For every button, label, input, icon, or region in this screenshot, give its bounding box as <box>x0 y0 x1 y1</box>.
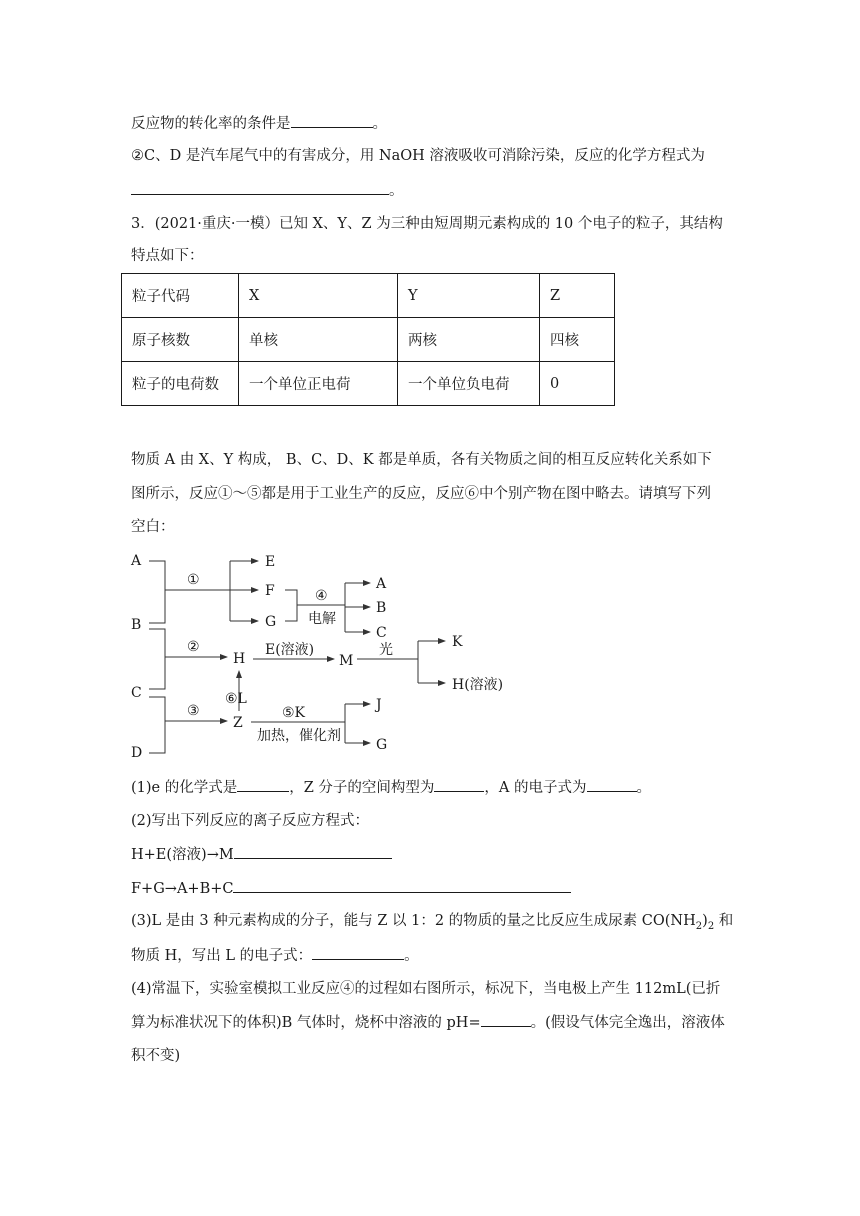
label-Z: Z <box>233 715 243 731</box>
label-r1: ① <box>187 572 200 588</box>
label-electrolysis: 电解 <box>308 611 336 627</box>
table-cell: 原子核数 <box>122 318 239 362</box>
label-r2: ② <box>187 639 200 655</box>
table-cell: 0 <box>540 362 615 406</box>
bracket-FG <box>285 590 297 621</box>
answer-blank[interactable] <box>481 1012 531 1027</box>
text-line: 图所示，反应①～⑤都是用于工业生产的反应，反应⑥中个别产物在图中略去。请填写下列 <box>131 486 711 502</box>
question-4c: 积不变) <box>131 1048 181 1064</box>
label-J: J <box>376 697 382 713</box>
label-r6L: ⑥L <box>225 691 247 707</box>
label-light: 光 <box>379 642 393 658</box>
text-line: ②C、D 是汽车尾气中的有害成分，用 NaOH 溶液吸收可消除污染，反应的化学方程式为 <box>131 148 705 164</box>
answer-blank[interactable] <box>237 777 289 792</box>
label-H: H <box>233 651 246 667</box>
table-cell: 四核 <box>540 318 615 362</box>
question-2a: H+E(溶液)→M <box>131 844 392 865</box>
answer-blank[interactable] <box>312 945 404 960</box>
question-3b: 物质 H，写出 L 的电子式： 。 <box>131 945 419 966</box>
table-cell: 粒子的电荷数 <box>122 362 239 406</box>
label-heat-catalyst: 加热，催化剂 <box>257 728 341 744</box>
label-A-product: A <box>376 576 387 592</box>
table-cell: Z <box>540 274 615 318</box>
question-4b: 算为标准状况下的体积)B 气体时，烧杯中溶液的 pH= 。(假设气体完全逸出，溶液体 <box>131 1012 725 1033</box>
label-E-solution: E(溶液) <box>265 642 315 658</box>
text-line: 空白： <box>131 519 175 535</box>
label-F: F <box>265 583 275 599</box>
bracket-AB <box>149 561 165 623</box>
question-2b: F+G→A+B+C <box>131 878 571 899</box>
label-B: B <box>131 617 142 633</box>
label-G-product: G <box>376 737 388 753</box>
label-A: A <box>131 553 142 569</box>
label-r5K: ⑤K <box>282 705 306 721</box>
answer-blank[interactable] <box>434 777 484 792</box>
label-G: G <box>265 614 277 630</box>
text-line: 。 <box>131 180 404 201</box>
text-line: 特点如下： <box>131 248 204 264</box>
table-cell: Y <box>398 274 540 318</box>
label-C-product: C <box>376 625 387 641</box>
text-line: 反应物的转化率的条件是 。 <box>131 113 387 134</box>
table-cell: X <box>239 274 398 318</box>
question-4a: (4)常温下，实验室模拟工业反应④的过程如右图所示，标况下，当电极上产生 112mL(已折 <box>131 981 721 997</box>
question-1: (1)e 的化学式是 ，Z 分子的空间构型为 ，A 的电子式为 。 <box>131 777 651 798</box>
bracket-CD <box>149 697 165 753</box>
question-3-header: 3．(2021·重庆·一模）已知 X、Y、Z 为三种由短周期元素构成的 10 个电子的粒子，其结构 <box>131 216 723 232</box>
answer-blank[interactable] <box>233 878 571 893</box>
table-row <box>122 274 615 318</box>
answer-blank[interactable] <box>291 113 373 128</box>
answer-blank[interactable] <box>587 777 637 792</box>
answer-blank[interactable] <box>131 180 389 195</box>
table-cell: 单核 <box>239 318 398 362</box>
reaction-diagram <box>125 545 525 760</box>
question-2: (2)写出下列反应的离子反应方程式： <box>131 813 370 829</box>
label-D: D <box>131 745 143 760</box>
label-H-solution: H(溶液) <box>452 677 504 693</box>
table-cell: 粒子代码 <box>122 274 239 318</box>
table-row <box>122 362 615 406</box>
table-cell: 一个单位正电荷 <box>239 362 398 406</box>
table-cell: 两核 <box>398 318 540 362</box>
label-C: C <box>131 685 142 701</box>
particle-table <box>121 273 615 406</box>
label-M: M <box>339 653 354 669</box>
bracket-BC <box>149 629 165 689</box>
text-line: 物质 A 由 X、Y 构成， B、C、D、K 都是单质，各有关物质之间的相互反应转化关系如下 <box>131 452 712 468</box>
label-r4: ④ <box>315 588 328 604</box>
table-row <box>122 318 615 362</box>
label-E: E <box>265 554 276 570</box>
question-3a: (3)L 是由 3 种元素构成的分子，能与 Z 以 1：2 的物质的量之比反应生成尿素 $CO(NH_2)_2$ 和 <box>131 913 734 932</box>
label-B-product: B <box>376 600 387 616</box>
label-K: K <box>452 634 463 650</box>
answer-blank[interactable] <box>234 844 392 859</box>
label-r3: ③ <box>187 703 200 719</box>
table-cell: 一个单位负电荷 <box>398 362 540 406</box>
